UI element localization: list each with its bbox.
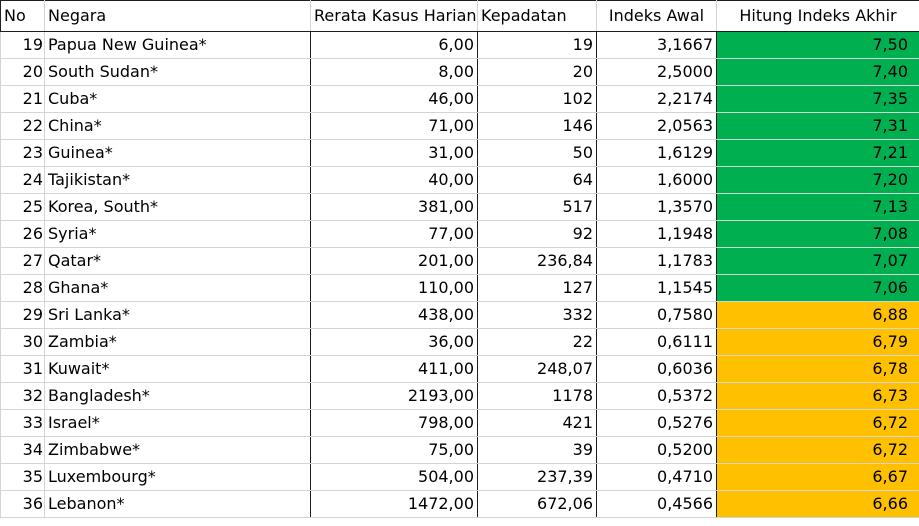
cell-kepadatan[interactable]: 236,84 <box>478 248 597 275</box>
cell-negara[interactable]: Kuwait* <box>45 356 311 383</box>
cell-negara[interactable]: Luxembourg* <box>45 464 311 491</box>
cell-kepadatan[interactable]: 421 <box>478 410 597 437</box>
cell-no[interactable]: 36 <box>1 491 45 518</box>
cell-indeks-akhir[interactable]: 7,08 <box>717 221 919 248</box>
cell-rerata[interactable]: 71,00 <box>311 113 478 140</box>
cell-indeks-akhir[interactable]: 6,72 <box>717 410 919 437</box>
cell-indeks-akhir[interactable]: 6,72 <box>717 437 919 464</box>
cell-negara[interactable]: Ghana* <box>45 275 311 302</box>
cell-rerata[interactable]: 411,00 <box>311 356 478 383</box>
cell-indeks-akhir[interactable]: 6,67 <box>717 464 919 491</box>
table-row <box>1 491 919 518</box>
cell-indeks-awal[interactable]: 3,1667 <box>597 32 717 59</box>
cell-indeks-awal[interactable]: 0,4710 <box>597 464 717 491</box>
header-rerata[interactable]: Rerata Kasus Harian <box>311 1 478 32</box>
cell-kepadatan[interactable]: 237,39 <box>478 464 597 491</box>
cell-indeks-akhir[interactable]: 7,35 <box>717 86 919 113</box>
table-row <box>1 167 919 194</box>
cell-indeks-awal[interactable]: 1,1545 <box>597 275 717 302</box>
table-row <box>1 248 919 275</box>
cell-indeks-akhir[interactable]: 7,40 <box>717 59 919 86</box>
cell-indeks-akhir[interactable]: 6,88 <box>717 302 919 329</box>
cell-rerata[interactable]: 1472,00 <box>311 491 478 518</box>
cell-rerata[interactable]: 798,00 <box>311 410 478 437</box>
cell-no[interactable]: 24 <box>1 167 45 194</box>
cell-indeks-akhir[interactable]: 6,66 <box>717 491 919 518</box>
cell-rerata[interactable]: 504,00 <box>311 464 478 491</box>
table-row <box>1 221 919 248</box>
cell-kepadatan[interactable]: 39 <box>478 437 597 464</box>
cell-kepadatan[interactable]: 64 <box>478 167 597 194</box>
cell-kepadatan[interactable]: 248,07 <box>478 356 597 383</box>
cell-indeks-awal[interactable]: 2,0563 <box>597 113 717 140</box>
cell-no[interactable]: 35 <box>1 464 45 491</box>
cell-rerata[interactable]: 75,00 <box>311 437 478 464</box>
cell-negara[interactable]: Tajikistan* <box>45 167 311 194</box>
cell-no[interactable]: 21 <box>1 86 45 113</box>
cell-indeks-awal[interactable]: 0,5372 <box>597 383 717 410</box>
cell-rerata[interactable]: 8,00 <box>311 59 478 86</box>
cell-no[interactable]: 23 <box>1 140 45 167</box>
cell-indeks-awal[interactable]: 0,5276 <box>597 410 717 437</box>
cell-negara[interactable]: Zambia* <box>45 329 311 356</box>
cell-kepadatan[interactable]: 50 <box>478 140 597 167</box>
table-row <box>1 86 919 113</box>
cell-negara[interactable]: Cuba* <box>45 86 311 113</box>
cell-kepadatan[interactable]: 517 <box>478 194 597 221</box>
cell-no[interactable]: 30 <box>1 329 45 356</box>
cell-no[interactable]: 32 <box>1 383 45 410</box>
cell-no[interactable]: 31 <box>1 356 45 383</box>
header-indeks-awal[interactable]: Indeks Awal <box>597 1 717 32</box>
cell-rerata[interactable]: 2193,00 <box>311 383 478 410</box>
cell-kepadatan[interactable]: 92 <box>478 221 597 248</box>
cell-rerata[interactable]: 77,00 <box>311 221 478 248</box>
cell-indeks-awal[interactable]: 0,7580 <box>597 302 717 329</box>
cell-no[interactable]: 34 <box>1 437 45 464</box>
cell-rerata[interactable]: 40,00 <box>311 167 478 194</box>
cell-negara[interactable]: Syria* <box>45 221 311 248</box>
cell-indeks-akhir[interactable]: 7,13 <box>717 194 919 221</box>
cell-kepadatan[interactable]: 1178 <box>478 383 597 410</box>
table-row <box>1 356 919 383</box>
cell-no[interactable]: 27 <box>1 248 45 275</box>
cell-indeks-akhir[interactable]: 7,31 <box>717 113 919 140</box>
cell-kepadatan[interactable]: 102 <box>478 86 597 113</box>
table-row <box>1 437 919 464</box>
cell-negara[interactable]: China* <box>45 113 311 140</box>
header-row <box>1 1 919 32</box>
header-no[interactable]: No <box>1 1 45 32</box>
cell-negara[interactable]: Lebanon* <box>45 491 311 518</box>
cell-no[interactable]: 29 <box>1 302 45 329</box>
cell-rerata[interactable]: 31,00 <box>311 140 478 167</box>
cell-indeks-akhir[interactable]: 7,07 <box>717 248 919 275</box>
table-row <box>1 32 919 59</box>
cell-indeks-akhir[interactable]: 7,21 <box>717 140 919 167</box>
header-negara[interactable]: Negara <box>45 1 311 32</box>
cell-kepadatan[interactable]: 20 <box>478 59 597 86</box>
cell-negara[interactable]: Zimbabwe* <box>45 437 311 464</box>
cell-negara[interactable]: Sri Lanka* <box>45 302 311 329</box>
cell-no[interactable]: 25 <box>1 194 45 221</box>
cell-no[interactable]: 19 <box>1 32 45 59</box>
table-row <box>1 302 919 329</box>
cell-no[interactable]: 28 <box>1 275 45 302</box>
cell-indeks-awal[interactable]: 0,6111 <box>597 329 717 356</box>
cell-indeks-akhir[interactable]: 7,06 <box>717 275 919 302</box>
cell-indeks-akhir[interactable]: 6,79 <box>717 329 919 356</box>
cell-rerata[interactable]: 6,00 <box>311 32 478 59</box>
table-row <box>1 383 919 410</box>
header-kepadatan[interactable]: Kepadatan <box>478 1 597 32</box>
cell-kepadatan[interactable]: 127 <box>478 275 597 302</box>
cell-indeks-akhir[interactable]: 7,20 <box>717 167 919 194</box>
cell-indeks-awal[interactable]: 1,3570 <box>597 194 717 221</box>
cell-kepadatan[interactable]: 146 <box>478 113 597 140</box>
cell-kepadatan[interactable]: 332 <box>478 302 597 329</box>
cell-rerata[interactable]: 36,00 <box>311 329 478 356</box>
cell-rerata[interactable]: 438,00 <box>311 302 478 329</box>
cell-no[interactable]: 33 <box>1 410 45 437</box>
cell-kepadatan[interactable]: 19 <box>478 32 597 59</box>
cell-indeks-awal[interactable]: 1,1783 <box>597 248 717 275</box>
cell-indeks-akhir[interactable]: 6,73 <box>717 383 919 410</box>
cell-negara[interactable]: South Sudan* <box>45 59 311 86</box>
cell-indeks-awal[interactable]: 1,6000 <box>597 167 717 194</box>
cell-indeks-awal[interactable]: 1,6129 <box>597 140 717 167</box>
cell-negara[interactable]: Papua New Guinea* <box>45 32 311 59</box>
table-row <box>1 113 919 140</box>
cell-no[interactable]: 26 <box>1 221 45 248</box>
cell-indeks-awal[interactable]: 0,4566 <box>597 491 717 518</box>
table-row <box>1 464 919 491</box>
cell-kepadatan[interactable]: 672,06 <box>478 491 597 518</box>
cell-no[interactable]: 20 <box>1 59 45 86</box>
cell-rerata[interactable]: 381,00 <box>311 194 478 221</box>
cell-indeks-awal[interactable]: 2,5000 <box>597 59 717 86</box>
table-row <box>1 275 919 302</box>
cell-negara[interactable]: Guinea* <box>45 140 311 167</box>
table-row <box>1 410 919 437</box>
cell-kepadatan[interactable]: 22 <box>478 329 597 356</box>
cell-indeks-akhir[interactable]: 6,78 <box>717 356 919 383</box>
cell-negara[interactable]: Israel* <box>45 410 311 437</box>
cell-indeks-awal[interactable]: 1,1948 <box>597 221 717 248</box>
cell-rerata[interactable]: 46,00 <box>311 86 478 113</box>
header-indeks-akhir[interactable]: Hitung Indeks Akhir <box>717 1 919 32</box>
cell-no[interactable]: 22 <box>1 113 45 140</box>
table-row <box>1 140 919 167</box>
cell-negara[interactable]: Korea, South* <box>45 194 311 221</box>
cell-indeks-akhir[interactable]: 7,50 <box>717 32 919 59</box>
table-row <box>1 59 919 86</box>
cell-rerata[interactable]: 201,00 <box>311 248 478 275</box>
table-row <box>1 329 919 356</box>
cell-indeks-awal[interactable]: 0,5200 <box>597 437 717 464</box>
cell-negara[interactable]: Bangladesh* <box>45 383 311 410</box>
cell-indeks-awal[interactable]: 0,6036 <box>597 356 717 383</box>
cell-indeks-awal[interactable]: 2,2174 <box>597 86 717 113</box>
cell-rerata[interactable]: 110,00 <box>311 275 478 302</box>
cell-negara[interactable]: Qatar* <box>45 248 311 275</box>
table-row <box>1 194 919 221</box>
